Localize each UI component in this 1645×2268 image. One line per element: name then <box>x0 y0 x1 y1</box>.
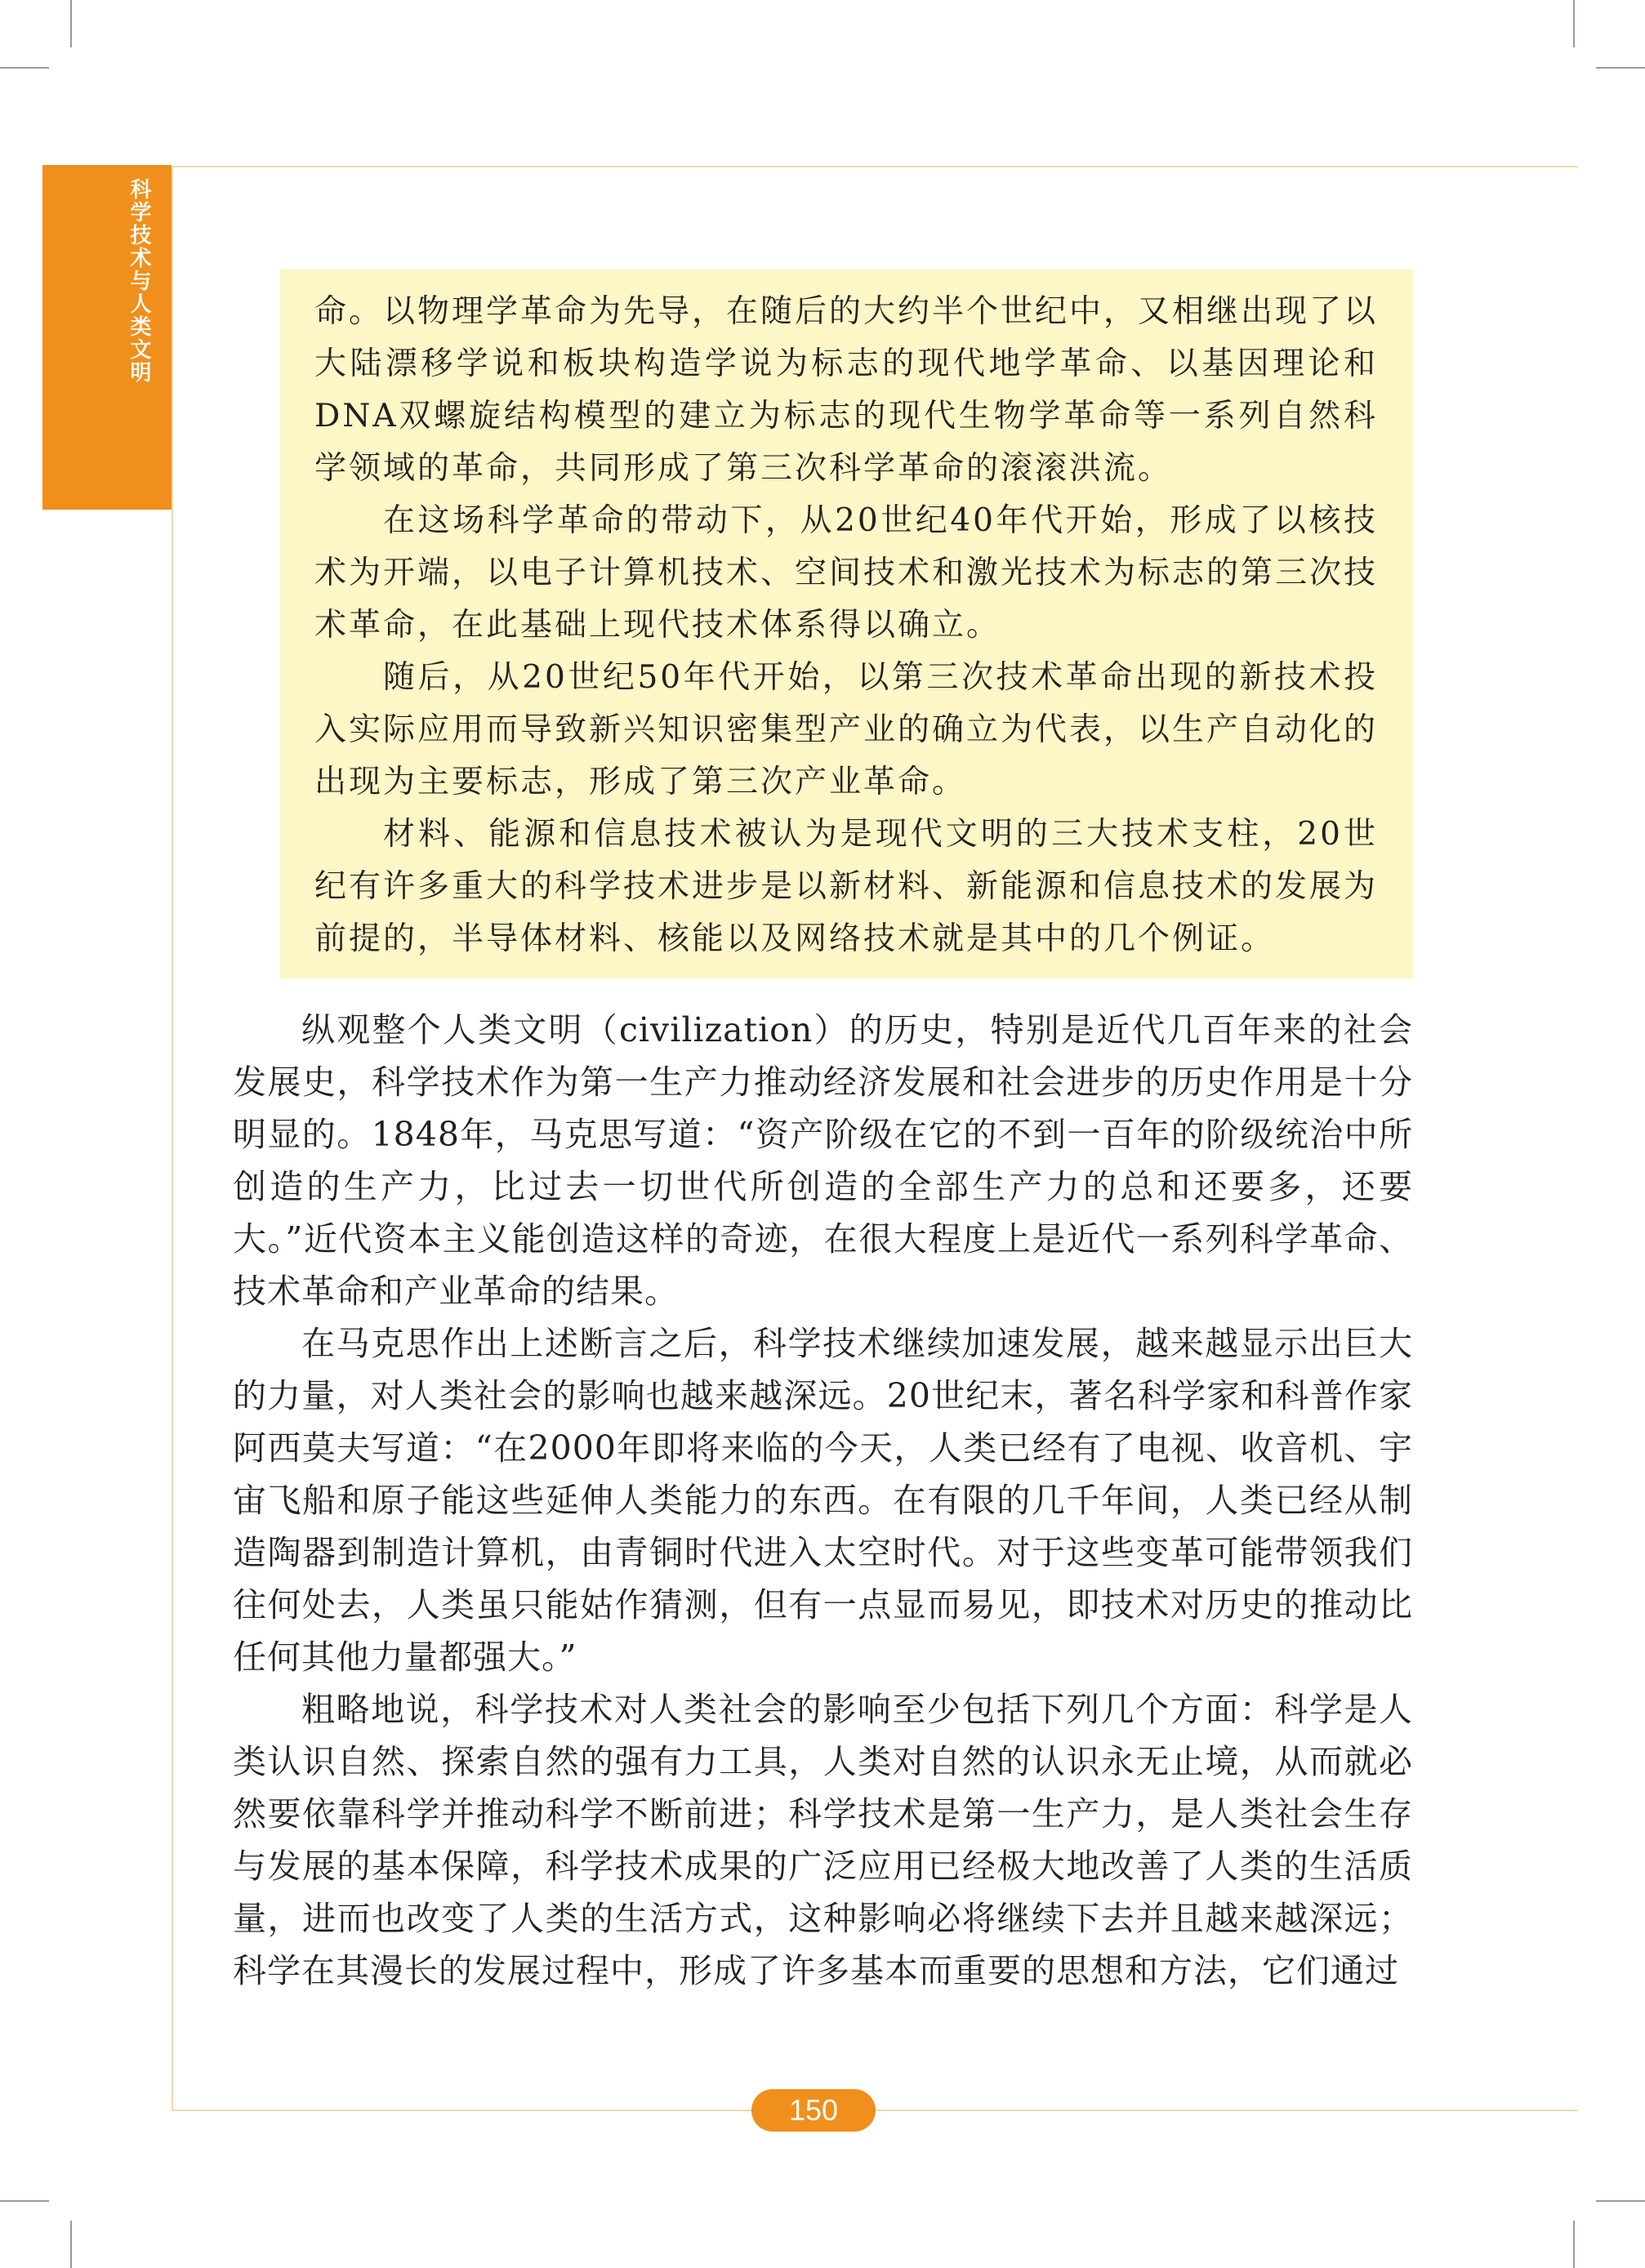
crop-mark <box>70 2221 72 2268</box>
body-paragraph: 粗略地说，科学技术对人类社会的影响至少包括下列几个方面：科学是人类认识自然、探索自然的强有力工具，人类对自然的认识永无止境，从而就必然要依靠科学并推动科学不断前进；科学技术是第一生产力，是人类社会生存与发展的基本保障，科学技术成果的广泛应用已经极大地改善了人类的生活质量，进而也改变了人类的生活方式，这种影响必将继续下去并且越来越深远；科学在其漫长的发展过程中，形成了许多基本而重要的思想和方法，它们通过 <box>233 1690 1413 1990</box>
crop-mark <box>70 0 72 47</box>
reading-paragraph: 命。以物理学革命为先导，在随后的大约半个世纪中，又相继出现了以大陆漂移学说和板块构造学说为标志的现代地学革命、以基因理论和DNA双螺旋结构模型的建立为标志的现代生物学革命等一系列自然科学领域的革命，共同形成了第三次科学革命的滚滚洪流。 <box>314 293 1379 487</box>
crop-mark <box>1596 67 1645 69</box>
reading-paragraph: 随后，从20世纪50年代开始，以第三次技术革命出现的新技术投入实际应用而导致新兴知识密集型产业的确立为代表，以生产自动化的出现为主要标志，形成了第三次产业革命。 <box>314 659 1379 800</box>
crop-mark <box>1573 0 1575 47</box>
page-frame-top <box>172 166 1578 167</box>
chapter-side-tab-label: 科学技术与人类文明 <box>127 178 151 384</box>
crop-mark <box>0 67 49 69</box>
crop-mark <box>1596 2200 1645 2202</box>
crop-mark <box>0 2200 49 2202</box>
page-number: 150 <box>751 2089 876 2132</box>
crop-mark <box>1573 2221 1575 2268</box>
body-paragraph: 纵观整个人类文明（civilization）的历史，特别是近代几百年来的社会发展史，科学技术作为第一生产力推动经济发展和社会进步的历史作用是十分明显的。1848年，马克思写道：“资产阶级在它的不到一百年的阶级统治中所创造的生产力，比过去一切世代所创造的全部生产力的总和还要多，还要大。”近代资本主义能创造这样的奇迹，在很大程度上是近代一系列科学革命、技术革命和产业革命的结果。 <box>233 1010 1413 1311</box>
body-paragraph: 在马克思作出上述断言之后，科学技术继续加速发展，越来越显示出巨大的力量，对人类社会的影响也越来越深远。20世纪末，著名科学家和科普作家阿西莫夫写道：“在2000年即将来临的今天，人类已经有了电视、收音机、宇宙飞船和原子能这些延伸人类能力的东西。在有限的几千年间，人类已经从制造陶器到制造计算机，由青铜时代进入太空时代。对于这些变革可能带领我们往何处去，人类虽只能姑作猜测，但有一点显而易见，即技术对历史的推动比任何其他力量都强大。” <box>233 1324 1413 1677</box>
highlight-reading-box <box>280 270 1413 978</box>
main-body-text <box>233 1004 1413 1997</box>
reading-paragraph: 在这场科学革命的带动下，从20世纪40年代开始，形成了以核技术为开端，以电子计算机技术、空间技术和激光技术为标志的第三次技术革命，在此基础上现代技术体系得以确立。 <box>314 502 1379 644</box>
reading-paragraph: 材料、能源和信息技术被认为是现代文明的三大技术支柱，20世纪有许多重大的科学技术进步是以新材料、新能源和信息技术的发展为前提的，半导体材料、核能以及网络技术就是其中的几个例证。 <box>314 816 1379 957</box>
page-frame-left <box>172 166 173 2110</box>
